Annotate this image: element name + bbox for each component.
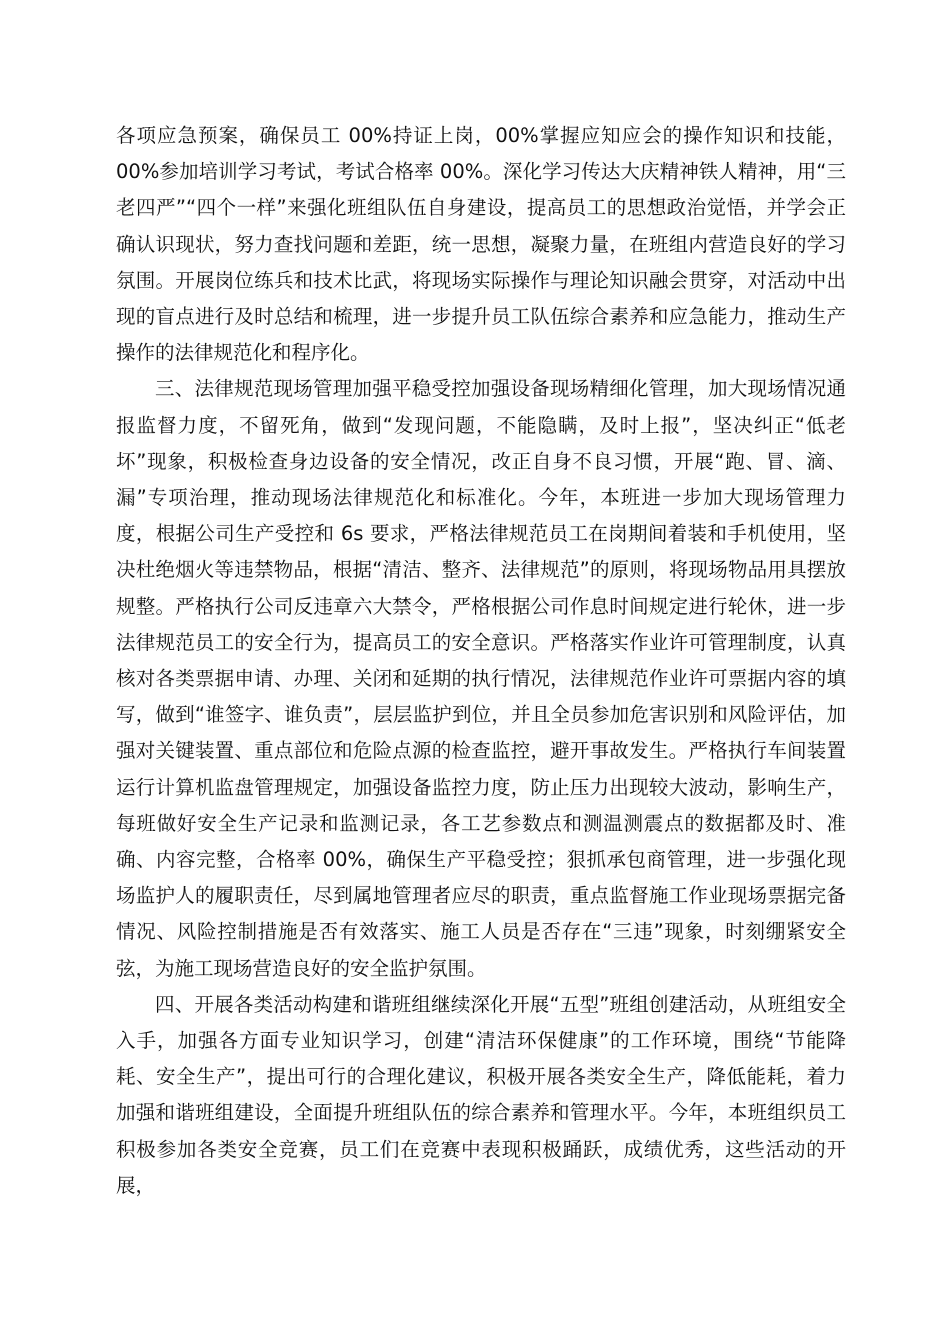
paragraph-emergency-training: 各项应急预案，确保员工 00%持证上岗，00%掌握应知应会的操作知识和技能，00%参加培训学习考试，考试合格率 00%。深化学习传达大庆精神铁人精神，用“三老四严”“四个一样”来强化班组队伍自身建设，提高员工的思想政治觉悟，并学会正确认识现状，努力查找问题和差距，统一思想，凝聚力量，在班组内营造良好的学习氛围。开展岗位练兵和技术比武，将现场实际操作与理论知识融会贯穿，对活动中出现的盲点进行及时总结和梳理，进一步提升员工队伍综合素养和应急能力，推动生产操作的法律规范化和程序化。 <box>116 124 846 365</box>
paragraph-site-management: 三、法律规范现场管理加强平稳受控加强设备现场精细化管理，加大现场情况通报监督力度，不留死角，做到“发现问题，不能隐瞒，及时上报”，坚决纠正“低老坏”现象，积极检查身边设备的安全情况，改正自身不良习惯，开展“跑、冒、滴、漏”专项治理，推动现场法律规范化和标准化。今年，本班进一步加大现场管理力度，根据公司生产受控和 6s 要求，严格法律规范员工在岗期间着装和手机使用，坚决杜绝烟火等违禁物品，根据“清洁、整齐、法律规范”的原则，将现场物品用具摆放规整。严格执行公司反违章六大禁令，严格根据公司作息时间规定进行轮休，进一步法律规范员工的安全行为，提高员工的安全意识。严格落实作业许可管理制度，认真核对各类票据申请、办理、关闭和延期的执行情况，法律规范作业许可票据内容的填写，做到“谁签字、谁负责”，层层监护到位，并且全员参加危害识别和风险评估，加强对关键装置、重点部位和危险点源的检查监控，避开事故发生。严格执行车间装置运行计算机监盘管理规定，加强设备监控力度，防止压力出现较大波动，影响生产，每班做好安全生产记录和监测记录，各工艺参数点和测温测震点的数据都及时、准确、内容完整，合格率 00%，确保生产平稳受控；狠抓承包商管理，进一步强化现场监护人的履职责任，尽到属地管理者应尽的职责，重点监督施工作业现场票据完备情况、风险控制措施是否有效落实、施工人员是否存在“三违”现象，时刻绷紧安全弦，为施工现场营造良好的安全监护氛围。 <box>116 377 846 980</box>
document-body <box>116 118 846 1204</box>
paragraph-team-activities: 四、开展各类活动构建和谐班组继续深化开展“五型”班组创建活动，从班组安全入手，加强各方面专业知识学习，创建“清洁环保健康”的工作环境，围绕“节能降耗、安全生产”，提出可行的合理化建议，积极开展各类安全生产，降低能耗，着力加强和谐班组建设，全面提升班组队伍的综合素养和管理水平。今年，本班组织员工积极参加各类安全竞赛，员工们在竞赛中表现积极踊跃，成绩优秀，这些活动的开展， <box>116 992 846 1197</box>
